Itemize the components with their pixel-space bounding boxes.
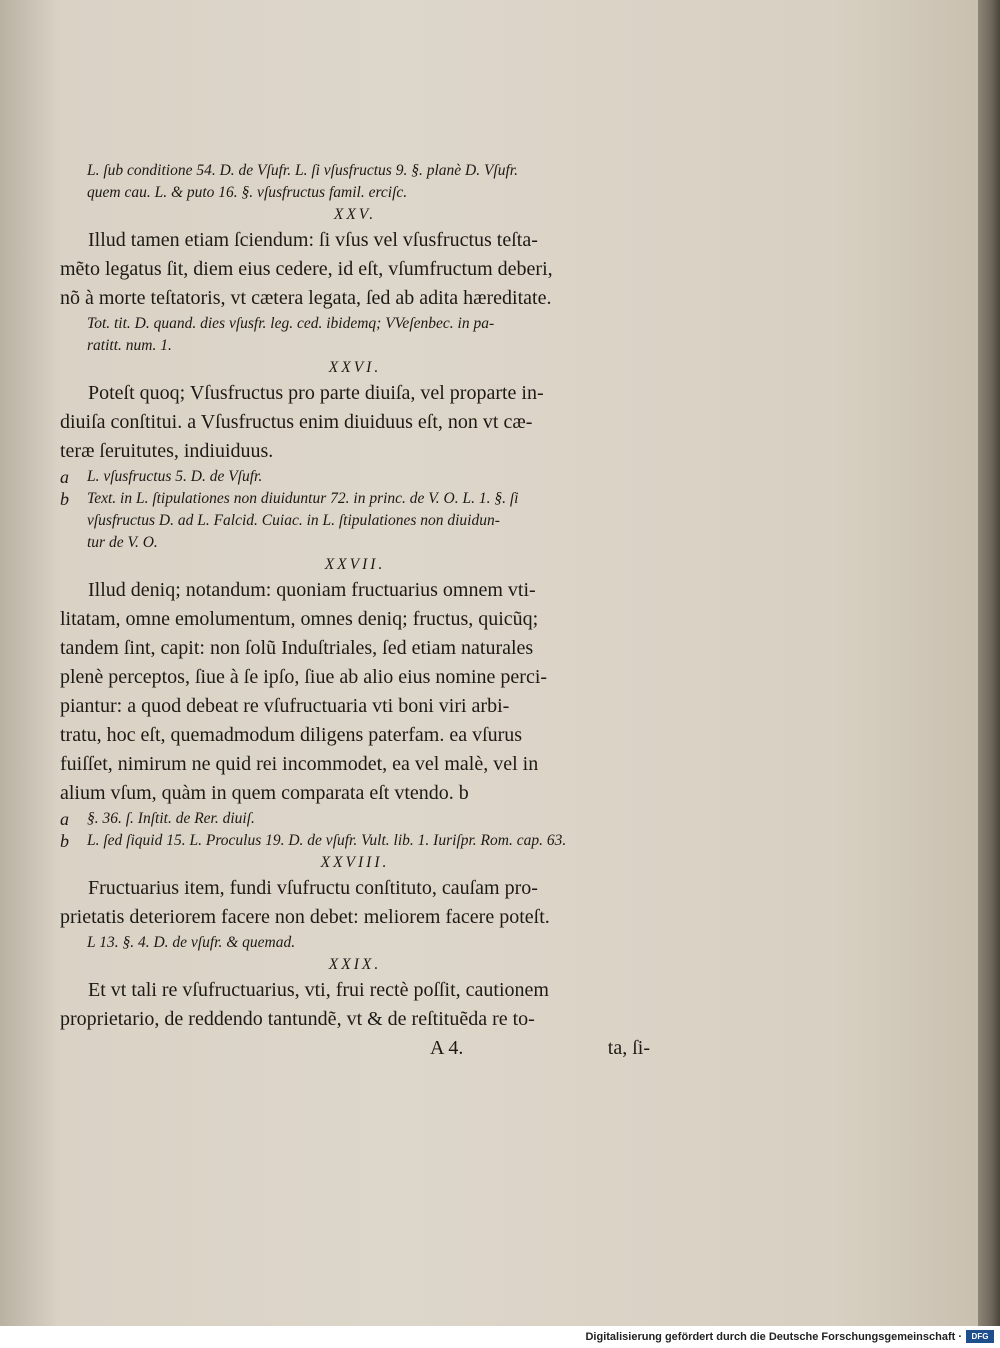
text-line: proprietario, de reddendo tantundẽ, vt & de reſtituẽda re to- [60, 1008, 535, 1030]
footnote-text: Text. in L. ſtipulationes non diuiduntur 72. in princ. de V. O. L. 1. §. ſi [87, 490, 519, 507]
text-line: ratitt. num. 1. [87, 337, 172, 354]
footnote-text: L. ſed ſiquid 15. L. Proculus 19. D. de vſufr. Vult. lib. 1. Iuriſpr. Rom. cap. 63. [87, 832, 567, 849]
text-line: litatam, omne emolumentum, omnes deniq; fructus, quicũq; [60, 608, 539, 630]
text-line: quem cau. L. & puto 16. §. vſusfructus famil. erciſc. [87, 184, 408, 201]
text-line: teræ ſeruitutes, indiuiduus. [60, 440, 274, 462]
text-line: prietatis deteriorem facere non debet: meliorem facere poteſt. [60, 906, 550, 928]
text-line: plenè perceptos, ſiue à ſe ipſo, ſiue ab alio eius nomine perci- [60, 666, 548, 688]
text-line: XXVII. [324, 556, 386, 573]
footnote-label: a [60, 467, 69, 487]
footnote [60, 466, 650, 488]
page-edge [978, 0, 1000, 1326]
dfg-logo: DFG [966, 1330, 994, 1343]
text-line: Illud deniq; notandum: quoniam fructuarius omnem vti- [88, 579, 536, 601]
footnote-continuation: vſusfructus D. ad L. Falcid. Cuiac. in L. ſtipulationes non diuidun- [87, 512, 500, 529]
text-line: mẽto legatus ſit, diem eius cedere, id eſt, vſumfructum deberi, [60, 258, 553, 280]
text-line: L 13. §. 4. D. de vſufr. & quemad. [87, 934, 296, 951]
text-line: XXIX. [328, 956, 382, 973]
signature-mark: A 4. [430, 1037, 464, 1059]
text-line: Illud tamen etiam ſciendum: ſi vſus vel vſusfructus teſta- [88, 229, 538, 251]
footnote-label: a [60, 809, 69, 829]
footnote-text: §. 36. ſ. Inſtit. de Rer. diuiſ. [87, 810, 255, 827]
page-text [60, 160, 650, 1063]
footer-bar [0, 1326, 1000, 1348]
footnote [60, 488, 650, 510]
footnote [60, 830, 650, 852]
page-foot [60, 1034, 650, 1063]
footnote-label: b [60, 831, 69, 851]
footer-text: Digitalisierung gefördert durch die Deutsche Forschungsgemeinschaft · [585, 1331, 962, 1343]
footnote [60, 808, 650, 830]
text-line: tratu, hoc eſt, quemadmodum diligens paterfam. ea vſurus [60, 724, 523, 746]
text-line: Tot. tit. D. quand. dies vſusfr. leg. ced. ibidemq; VVeſenbec. in pa- [87, 315, 495, 332]
text-line: Et vt tali re vſufructuarius, vti, frui rectè poſſit, cautionem [88, 979, 549, 1001]
footnote-label: b [60, 489, 69, 509]
text-line: Fructuarius item, fundi vſufructu conſtituto, cauſam pro- [88, 877, 538, 899]
catchword: ta, ſi- [607, 1037, 650, 1059]
text-line: XXVIII. [320, 854, 390, 871]
text-line: nõ à morte teſtatoris, vt cætera legata, ſed ab adita hæreditate. [60, 287, 552, 309]
text-line: XXVI. [328, 359, 382, 376]
text-line: Poteſt quoq; Vſusfructus pro parte diuiſa, vel proparte in- [88, 382, 544, 404]
text-line: XXV. [333, 206, 377, 223]
text-line: tandem ſint, capit: non ſolũ Induſtriales, ſed etiam naturales [60, 637, 534, 659]
text-line: fuiſſet, nimirum ne quid rei incommodet, ea vel malè, vel in [60, 753, 539, 775]
footnote-continuation: tur de V. O. [87, 534, 158, 551]
text-line: L. ſub conditione 54. D. de Vſufr. L. ſi vſusfructus 9. §. planè D. Vſufr. [87, 162, 518, 179]
text-line: diuiſa conſtitui. a Vſusfructus enim diuiduus eſt, non vt cæ- [60, 411, 533, 433]
text-line: alium vſum, quàm in quem comparata eſt vtendo. b [60, 782, 469, 804]
footnote-text: L. vſusfructus 5. D. de Vſufr. [87, 468, 263, 485]
text-line: piantur: a quod debeat re vſufructuaria vti boni viri arbi- [60, 695, 510, 717]
